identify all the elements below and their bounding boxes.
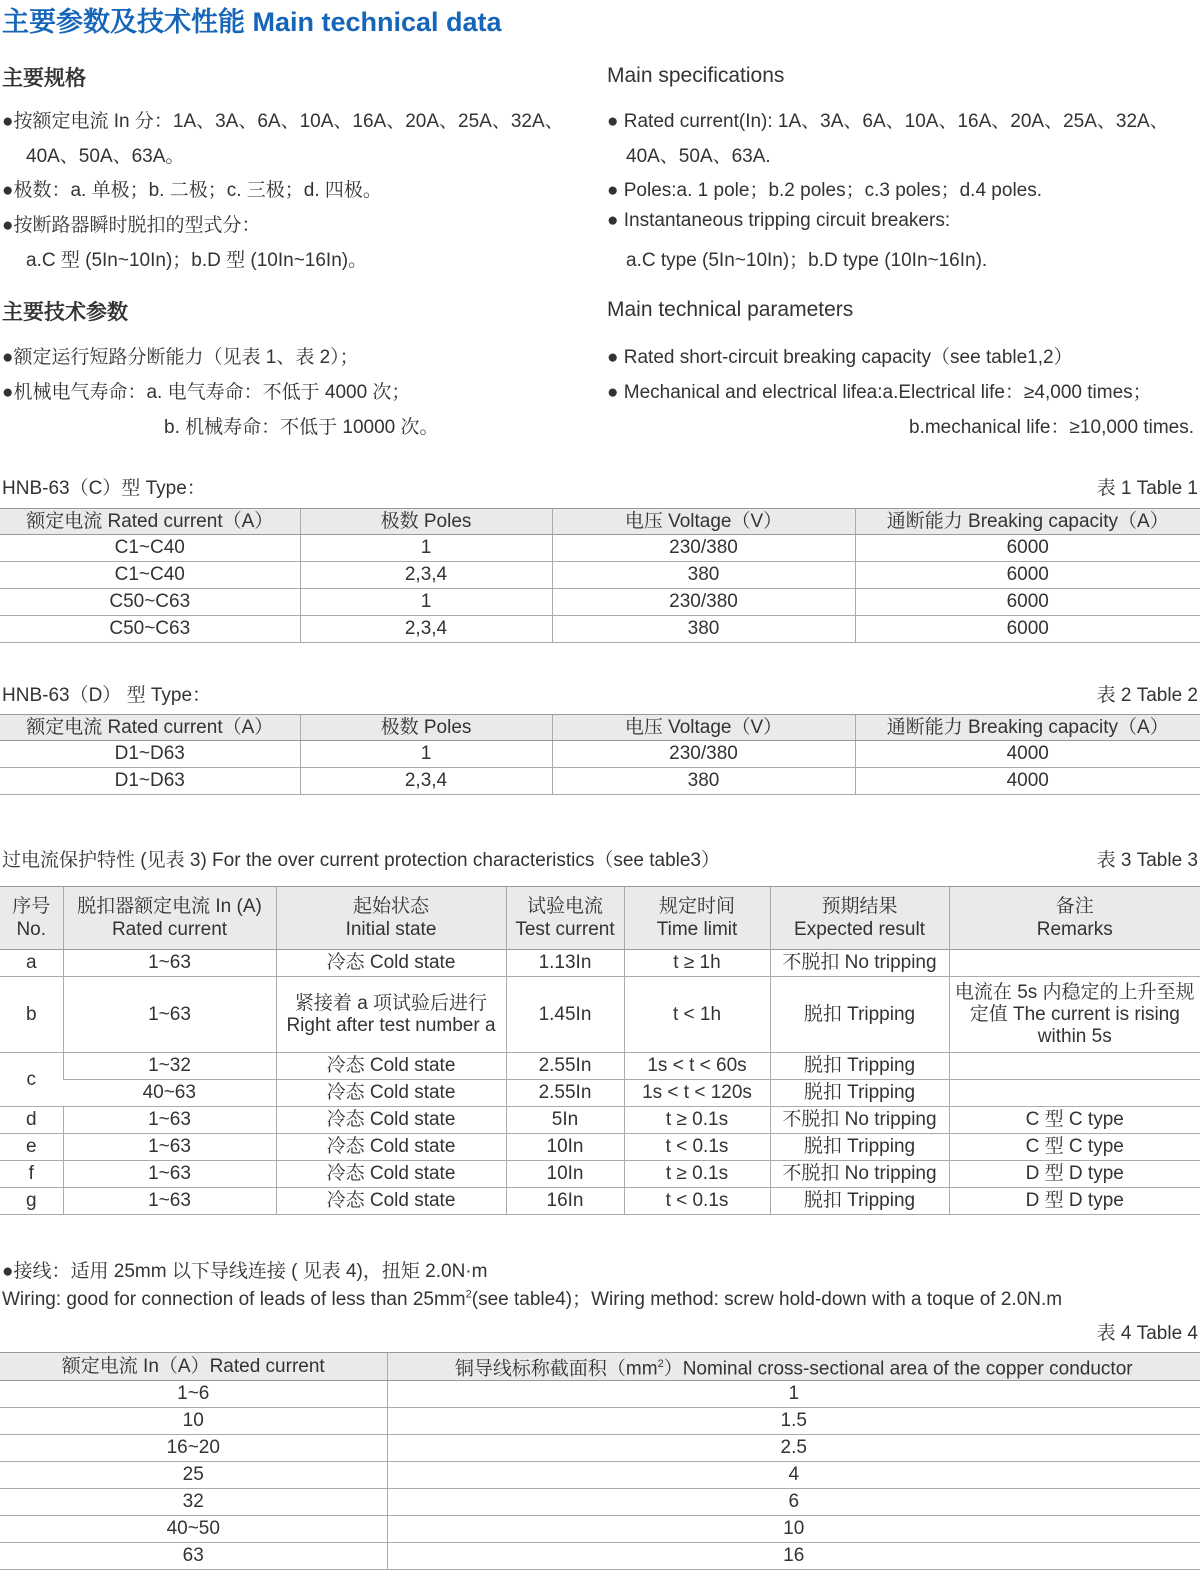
table-cell: C 型 C type	[949, 1134, 1200, 1161]
table-cell	[949, 950, 1200, 977]
wiring-en-sup: 2	[465, 1288, 472, 1301]
table-cell: 380	[552, 562, 855, 589]
table-cell: 2,3,4	[300, 616, 552, 643]
header-cn: 起始状态	[352, 896, 429, 917]
header-cell: 极数 Poles	[300, 509, 552, 535]
table-cell: t ≥ 0.1s	[624, 1107, 770, 1134]
table-row	[0, 1543, 1200, 1570]
header-en: Initial state	[345, 919, 437, 940]
table-cell: 25	[0, 1462, 387, 1489]
table-cell: t ≥ 0.1s	[624, 1161, 770, 1188]
table-cell: 1.45In	[506, 977, 624, 1053]
table4	[0, 1352, 1200, 1570]
params-cn-line: ●机械电气寿命：a. 电气寿命：不低于 4000 次；	[2, 382, 411, 403]
table-cell: 10	[0, 1408, 387, 1435]
table-cell: 1~63	[63, 1134, 276, 1161]
table-cell: D1~D63	[0, 741, 300, 768]
table-row	[0, 1516, 1200, 1543]
table-cell: 230/380	[552, 741, 855, 768]
table-cell: 冷态 Cold state	[276, 1134, 506, 1161]
table4-number: 表 4 Table 4	[1096, 1323, 1198, 1344]
table-cell: 40~50	[0, 1516, 387, 1543]
header-cn: 预期结果	[821, 896, 898, 917]
table-cell: 1~32	[63, 1053, 276, 1080]
specs-en-heading: Main specifications	[607, 64, 785, 87]
table-cell: D 型 D type	[949, 1188, 1200, 1215]
table-cell: a	[0, 950, 63, 977]
specs-en-line: ● Rated current(In): 1A、3A、6A、10A、16A、20A、25A、32A、	[607, 111, 1169, 132]
params-cn-line: ●额定运行短路分断能力（见表 1、表 2）；	[2, 347, 359, 368]
header-cn: 序号	[12, 896, 51, 917]
table-cell: 脱扣 Tripping	[770, 977, 949, 1053]
table-header-row	[0, 715, 1200, 741]
table-cell: 2.55In	[506, 1080, 624, 1107]
table-cell: 40~63	[63, 1080, 276, 1107]
header-cell	[276, 887, 506, 950]
wiring-en-suffix: (see table4)；Wiring method: screw hold-down with a toque of 2.0N.m	[471, 1289, 1063, 1310]
table-row	[0, 1435, 1200, 1462]
table-row	[0, 1107, 1200, 1134]
table-row	[0, 1053, 1200, 1080]
table-row	[0, 589, 1200, 616]
table-cell: D 型 D type	[949, 1161, 1200, 1188]
wiring-cn: ●接线：适用 25mm 以下导线连接 ( 见表 4)，扭矩 2.0N·m	[2, 1261, 488, 1282]
table-cell	[949, 1053, 1200, 1080]
table-cell: d	[0, 1107, 63, 1134]
table-cell: 不脱扣 No tripping	[770, 950, 949, 977]
table-cell: 冷态 Cold state	[276, 1107, 506, 1134]
table-cell: 6	[387, 1489, 1200, 1516]
specs-cn-line: ●按额定电流 In 分：1A、3A、6A、10A、16A、20A、25A、32A、	[2, 111, 564, 132]
table-cell: 4000	[855, 768, 1200, 795]
table-cell: D1~D63	[0, 768, 300, 795]
table1-caption: HNB-63（C）型 Type：	[2, 478, 206, 499]
header-b-suffix: ）Nominal cross-sectional area of the copper conductor	[663, 1358, 1133, 1380]
header-en: Expected result	[794, 919, 925, 940]
table-cell: 10	[387, 1516, 1200, 1543]
table-cell: e	[0, 1134, 63, 1161]
table-cell: 1~63	[63, 1161, 276, 1188]
params-en-line: ● Mechanical and electrical lifea:a.Electrical life：≥4,000 times；	[607, 382, 1152, 403]
header-cell: 额定电流 Rated current（A）	[0, 509, 300, 535]
specs-en-line: ● Poles:a. 1 pole；b.2 poles；c.3 poles；d.4 poles.	[607, 180, 1043, 201]
table-row	[0, 950, 1200, 977]
table-cell: C 型 C type	[949, 1107, 1200, 1134]
table-header-row	[0, 887, 1200, 950]
page-title: 主要参数及技术性能 Main technical data	[2, 7, 502, 37]
specs-en-line: a.C type (5In~10In)；b.D type (10In~16In).	[626, 250, 988, 271]
header-cn: 脱扣器额定电流 In (A)	[77, 896, 262, 917]
header-cn: 备注	[1055, 896, 1094, 917]
table-cell: 1	[300, 589, 552, 616]
header-cell	[0, 887, 63, 950]
header-cell: 极数 Poles	[300, 715, 552, 741]
params-en-line: b.mechanical life：≥10,000 times.	[908, 417, 1194, 438]
table-row	[0, 616, 1200, 643]
table-cell: 4	[387, 1462, 1200, 1489]
header-en: Test current	[515, 919, 615, 940]
table-cell: 2,3,4	[300, 768, 552, 795]
wiring-en-prefix: Wiring: good for connection of leads of less than 25mm	[2, 1289, 466, 1310]
params-cn-heading: 主要技术参数	[2, 301, 128, 324]
specs-cn-line: ●极数：a. 单极；b. 二极；c. 三极；d. 四极。	[2, 180, 382, 201]
table1-number: 表 1 Table 1	[1096, 478, 1198, 499]
table-row	[0, 1080, 1200, 1107]
table-cell: 1s < t < 120s	[624, 1080, 770, 1107]
specs-cn-line: 40A、50A、63A。	[26, 146, 185, 167]
table-cell: 1.5	[387, 1408, 1200, 1435]
wiring-en	[2, 1284, 1062, 1311]
specs-en-line: 40A、50A、63A.	[626, 146, 771, 167]
table-cell: 脱扣 Tripping	[770, 1134, 949, 1161]
table-cell: C1~C40	[0, 535, 300, 562]
table-row	[0, 1134, 1200, 1161]
table-cell: 1~6	[0, 1381, 387, 1408]
header-en: Remarks	[1036, 919, 1113, 940]
table-cell: 4000	[855, 741, 1200, 768]
table-header-row	[0, 1353, 1200, 1381]
table-cell: 10In	[506, 1161, 624, 1188]
table-cell: c	[0, 1053, 63, 1107]
params-cn-line: b. 机械寿命：不低于 10000 次。	[164, 417, 439, 438]
header-cn: 规定时间	[658, 896, 735, 917]
header-en: Rated current	[111, 919, 228, 940]
table-cell: 16In	[506, 1188, 624, 1215]
table-cell: 380	[552, 768, 855, 795]
table2-number: 表 2 Table 2	[1096, 685, 1198, 706]
table-row	[0, 1161, 1200, 1188]
specs-en-line: ● Instantaneous tripping circuit breakers:	[607, 210, 951, 231]
header-cell: 额定电流 Rated current（A）	[0, 715, 300, 741]
table-row	[0, 1188, 1200, 1215]
table-row	[0, 1408, 1200, 1435]
table-cell: 1	[387, 1381, 1200, 1408]
table-cell: 380	[552, 616, 855, 643]
table-header-row	[0, 509, 1200, 535]
table-cell: 2,3,4	[300, 562, 552, 589]
table-cell: 16~20	[0, 1435, 387, 1462]
params-en-line: ● Rated short-circuit breaking capacity（see table1,2）	[607, 347, 1073, 368]
table-cell: 1	[300, 741, 552, 768]
table-cell: C50~C63	[0, 616, 300, 643]
table3	[0, 886, 1200, 1215]
table2-caption: HNB-63（D） 型 Type：	[2, 685, 212, 706]
table-cell: 1~63	[63, 950, 276, 977]
table-cell: 6000	[855, 616, 1200, 643]
table3-caption: 过电流保护特性 (见表 3) For the over current protection characteristics（see table3）	[2, 850, 721, 871]
header-cell: 通断能力 Breaking capacity（A）	[855, 715, 1200, 741]
table-cell: 不脱扣 No tripping	[770, 1161, 949, 1188]
table-cell: 230/380	[552, 589, 855, 616]
table-cell: 1~63	[63, 1188, 276, 1215]
table-cell: C1~C40	[0, 562, 300, 589]
table-cell: 32	[0, 1489, 387, 1516]
table-cell: 冷态 Cold state	[276, 1188, 506, 1215]
table-cell: 冷态 Cold state	[276, 1053, 506, 1080]
table-cell: 5In	[506, 1107, 624, 1134]
table-cell: 6000	[855, 535, 1200, 562]
header-en: Time limit	[656, 919, 738, 940]
table-cell: 脱扣 Tripping	[770, 1188, 949, 1215]
table-cell: 冷态 Cold state	[276, 1161, 506, 1188]
header-cell	[949, 887, 1200, 950]
table-row	[0, 562, 1200, 589]
header-b-prefix: 铜导线标称截面积（mm	[454, 1358, 658, 1380]
table-row	[0, 535, 1200, 562]
table-cell: 冷态 Cold state	[276, 1080, 506, 1107]
table-cell: g	[0, 1188, 63, 1215]
table-cell: 冷态 Cold state	[276, 950, 506, 977]
table-row	[0, 741, 1200, 768]
table-cell: 230/380	[552, 535, 855, 562]
table-row	[0, 768, 1200, 795]
table-cell: 2.55In	[506, 1053, 624, 1080]
table-cell: 紧接着 a 项试验后进行 Right after test number a	[276, 977, 506, 1053]
table-cell: 1s < t < 60s	[624, 1053, 770, 1080]
table-cell	[949, 1080, 1200, 1107]
header-cell	[63, 887, 276, 950]
table-cell: 1~63	[63, 977, 276, 1053]
table-row	[0, 1462, 1200, 1489]
table-cell: 10In	[506, 1134, 624, 1161]
table-cell: 1	[300, 535, 552, 562]
table-row	[0, 1381, 1200, 1408]
params-en-heading: Main technical parameters	[607, 298, 854, 321]
table-cell: 6000	[855, 589, 1200, 616]
table-cell: 电流在 5s 内稳定的上升至规定值 The current is rising within 5s	[949, 977, 1200, 1053]
specs-cn-line: ●按断路器瞬时脱扣的型式分：	[2, 215, 261, 236]
table-row	[0, 977, 1200, 1053]
table-cell: 63	[0, 1543, 387, 1570]
table2	[0, 714, 1200, 795]
header-b-sup: 2	[657, 1358, 664, 1370]
specs-cn-line: a.C 型 (5In~10In)；b.D 型 (10In~16In)。	[26, 250, 368, 271]
specs-cn-heading: 主要规格	[2, 67, 86, 90]
table-cell: t < 1h	[624, 977, 770, 1053]
header-cell	[770, 887, 949, 950]
header-cell: 电压 Voltage（V）	[552, 715, 855, 741]
table-cell: C50~C63	[0, 589, 300, 616]
header-cn: 试验电流	[526, 896, 603, 917]
table-cell: 6000	[855, 562, 1200, 589]
table-cell: f	[0, 1161, 63, 1188]
table3-number: 表 3 Table 3	[1096, 850, 1198, 871]
table-cell: 1.13In	[506, 950, 624, 977]
header-cell: 电压 Voltage（V）	[552, 509, 855, 535]
table-cell: 16	[387, 1543, 1200, 1570]
table-cell: b	[0, 977, 63, 1053]
table-cell: t < 0.1s	[624, 1134, 770, 1161]
header-cell	[624, 887, 770, 950]
table-cell: t < 0.1s	[624, 1188, 770, 1215]
header-en: No.	[16, 919, 47, 940]
header-cell: 通断能力 Breaking capacity（A）	[855, 509, 1200, 535]
table-cell: 脱扣 Tripping	[770, 1080, 949, 1107]
header-cell	[387, 1353, 1200, 1381]
table-cell: 脱扣 Tripping	[770, 1053, 949, 1080]
header-cell: 额定电流 In（A）Rated current	[0, 1353, 387, 1381]
table-cell: 1~63	[63, 1107, 276, 1134]
table1	[0, 508, 1200, 643]
table-cell: 不脱扣 No tripping	[770, 1107, 949, 1134]
table-cell: 2.5	[387, 1435, 1200, 1462]
table-cell: t ≥ 1h	[624, 950, 770, 977]
table-row	[0, 1489, 1200, 1516]
header-cell	[506, 887, 624, 950]
